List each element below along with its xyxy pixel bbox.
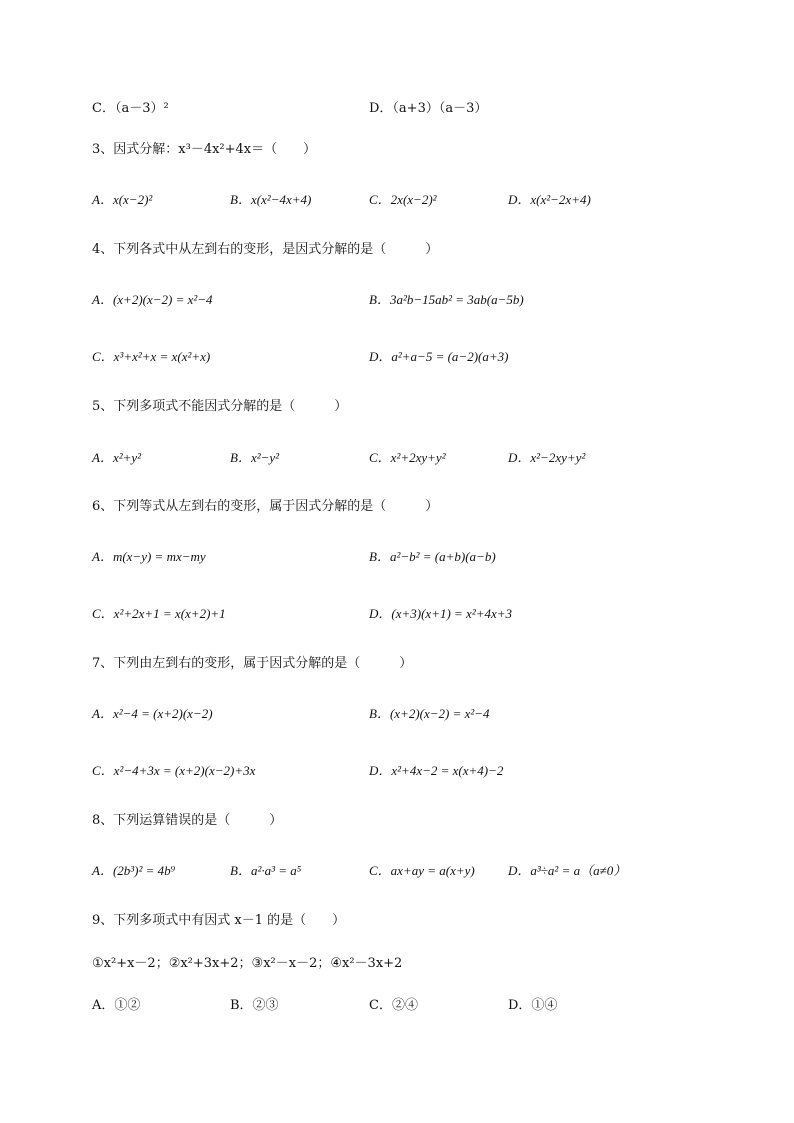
q4-option-c: C．x³+x²+x = x(x²+x) [92, 349, 211, 364]
q9-stem: 9、下列多项式中有因式 x－1 的是（ ） [92, 913, 346, 928]
q5-option-b: B．x²−y² [230, 450, 280, 465]
q4-option-b: B．3a²b−15ab² = 3ab(a−5b) [369, 292, 524, 307]
q3-option-c: C．2x(x−2)² [369, 192, 437, 207]
q7-option-c: C．x²−4+3x = (x+2)(x−2)+3x [92, 763, 256, 778]
q5-stem: 5、下列多项式不能因式分解的是（ ） [92, 399, 348, 414]
q6-stem: 6、下列等式从左到右的变形，属于因式分解的是（ ） [92, 499, 439, 514]
q4-option-a: A．(x+2)(x−2) = x²−4 [92, 292, 213, 307]
q3-option-a: A．x(x−2)² [92, 192, 153, 207]
q3-stem: 3、因式分解：x³－4x²+4x＝（ ） [92, 142, 317, 157]
q6-option-b: B．a²−b² = (a+b)(a−b) [369, 549, 496, 564]
q5-option-c: C．x²+2xy+y² [369, 450, 446, 465]
q5-option-d: D．x²−2xy+y² [508, 450, 586, 465]
q8-option-a: A．(2b³)² = 4b⁹ [92, 863, 176, 878]
q9-item-list: ①x²+x－2；②x²+3x+2；③x²－x－2；④x²－3x+2 [92, 956, 403, 971]
q9-option-a: A．①② [92, 998, 141, 1013]
q5-option-a: A．x²+y² [92, 450, 142, 465]
q7-option-b: B．(x+2)(x−2) = x²−4 [369, 706, 490, 721]
q6-option-d: D．(x+3)(x+1) = x²+4x+3 [369, 606, 513, 621]
q3-option-d: D．x(x²−2x+4) [508, 192, 591, 207]
q7-option-a: A．x²−4 = (x+2)(x−2) [92, 706, 213, 721]
q7-option-d: D．x²+4x−2 = x(x+4)−2 [369, 763, 504, 778]
q8-option-b: B．a²·a³ = a⁵ [230, 863, 302, 878]
q2-option-d: D．（a+3）（a－3） [369, 101, 488, 116]
q8-option-c: C．ax+ay = a(x+y) [369, 863, 475, 878]
q6-option-c: C．x²+2x+1 = x(x+2)+1 [92, 606, 226, 621]
q9-option-d: D．①④ [508, 998, 558, 1013]
q2-option-c: C．（a－3）² [92, 101, 169, 116]
q3-option-b: B．x(x²−4x+4) [230, 192, 312, 207]
q9-option-b: B．②③ [230, 998, 279, 1013]
q6-option-a: A．m(x−y) = mx−my [92, 549, 206, 564]
q4-option-d: D．a²+a−5 = (a−2)(a+3) [369, 349, 509, 364]
q7-stem: 7、下列由左到右的变形，属于因式分解的是（ ） [92, 656, 413, 671]
q9-option-c: C．②④ [369, 998, 418, 1013]
q4-stem: 4、下列各式中从左到右的变形，是因式分解的是（ ） [92, 242, 439, 257]
q8-option-d: D．a³÷a² = a（a≠0） [508, 863, 627, 878]
q8-stem: 8、下列运算错误的是（ ） [92, 813, 283, 828]
